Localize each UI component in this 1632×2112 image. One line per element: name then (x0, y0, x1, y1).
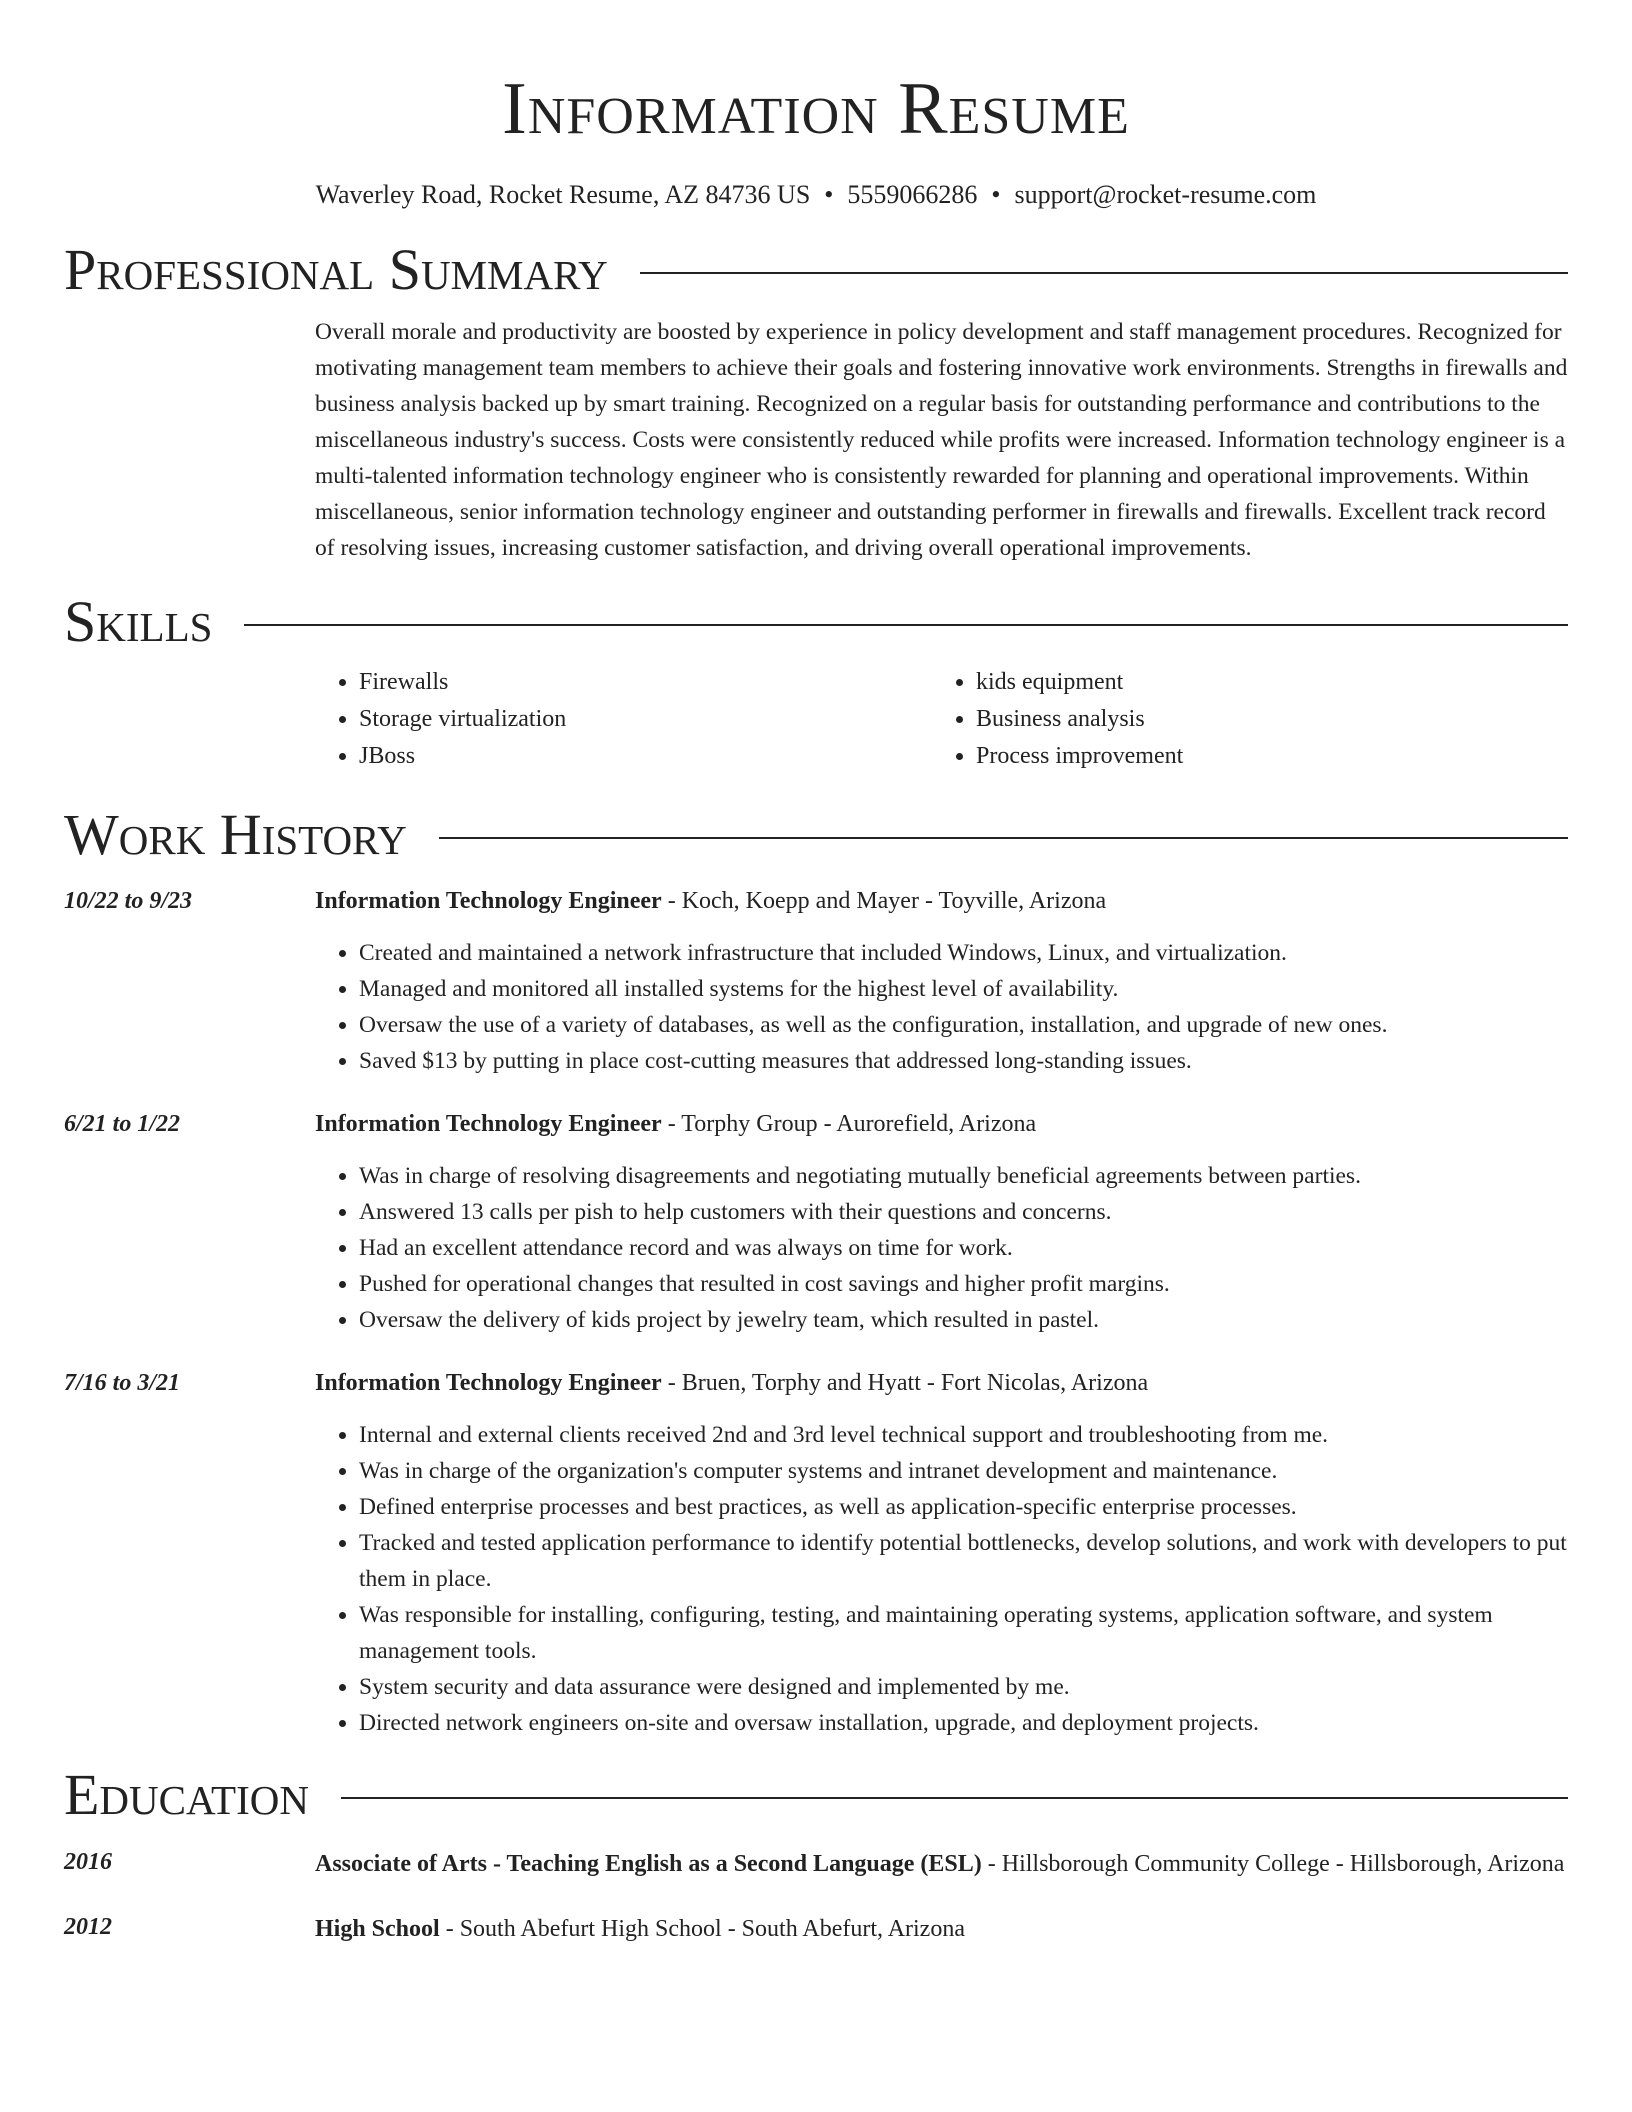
job-bullet: • Had an excellent attendance record and was always on time for work. (359, 1230, 1568, 1266)
contact-email: support@rocket-resume.com (1014, 180, 1317, 209)
summary-section-header (64, 236, 1568, 304)
job-bullet: • Was in charge of resolving disagreements and negotiating mutually beneficial agreements between parties. (359, 1158, 1568, 1194)
education-heading: Education (64, 1762, 309, 1827)
job-title-line (315, 1106, 1568, 1142)
education-entry (64, 1844, 1568, 1884)
education-details: - South Abefurt High School - South Abefurt, Arizona (439, 1916, 965, 1942)
skills-heading: Skills (64, 589, 213, 654)
job-details: - Koch, Koepp and Mayer - Toyville, Arizona (661, 888, 1107, 914)
job-bullets (315, 1417, 1568, 1741)
job-entry (64, 1365, 1568, 1741)
contact-separator: • (991, 180, 1001, 209)
job-bullet: • Was in charge of the organization's computer systems and intranet development and maintenance. (359, 1453, 1568, 1489)
job-bullet: • Internal and external clients received 2nd and 3rd level technical support and troubleshooting from me. (359, 1417, 1568, 1453)
job-bullet: • Saved $13 by putting in place cost-cutting measures that addressed long-standing issues. (359, 1043, 1568, 1079)
job-bullet: • Directed network engineers on-site and oversaw installation, upgrade, and deployment projects. (359, 1705, 1568, 1741)
section-divider (640, 272, 1568, 274)
summary-heading: Professional Summary (64, 237, 608, 302)
section-divider (244, 624, 1568, 626)
skill-item: • JBoss (359, 738, 932, 775)
job-entry (64, 883, 1568, 1079)
work-section-header (64, 801, 1568, 869)
skill-item: • Business analysis (976, 701, 1549, 738)
education-section-header (64, 1761, 1568, 1829)
skills-column-right (932, 664, 1549, 775)
job-bullets (315, 935, 1568, 1079)
job-dates: 7/16 to 3/21 (64, 1370, 181, 1396)
job-title: Information Technology Engineer (315, 1370, 662, 1396)
contact-phone: 5559066286 (847, 180, 978, 209)
job-title: Information Technology Engineer (315, 1111, 662, 1137)
skills-column-left (315, 664, 932, 775)
resume-page (64, 0, 1568, 1949)
job-bullet: • Was responsible for installing, configuring, testing, and maintaining operating systems, application software, and system management tools. (359, 1597, 1568, 1669)
job-bullet: • Answered 13 calls per pish to help customers with their questions and concerns. (359, 1194, 1568, 1230)
job-bullet: • Created and maintained a network infrastructure that included Windows, Linux, and virtualization. (359, 935, 1568, 971)
job-dates: 10/22 to 9/23 (64, 888, 193, 914)
summary-text: Overall morale and productivity are boosted by experience in policy development and staff management procedures. Recognized for motivating management team members to achieve their goals and fostering innovative work environments. Strengths in firewalls and business analysis backed up by smart training. Recognized on a regular basis for outstanding performance and contributions to the miscellaneous industry's success. Costs were consistently reduced while profits were increased. Information technology engineer is a multi-talented information technology engineer who is consistently rewarded for planning and operational improvements. Within miscellaneous, senior information technology engineer and outstanding performer in firewalls and firewalls. Excellent track record of resolving issues, increasing customer satisfaction, and driving overall operational improvements. (315, 319, 1568, 561)
job-bullet: • Tracked and tested application performance to identify potential bottlenecks, develop solutions, and work with developers to put them in place. (359, 1525, 1568, 1597)
contact-address: Waverley Road, Rocket Resume, AZ 84736 US (315, 180, 811, 209)
job-bullet: • System security and data assurance were designed and implemented by me. (359, 1669, 1568, 1705)
education-text (315, 1909, 1568, 1949)
education-year: 2016 (64, 1849, 112, 1875)
job-title-line (315, 1365, 1568, 1401)
job-bullet: • Defined enterprise processes and best practices, as well as application-specific enterprise processes. (359, 1489, 1568, 1525)
job-details: - Torphy Group - Aurorefield, Arizona (661, 1111, 1037, 1137)
work-heading: Work History (64, 802, 407, 867)
skill-item: • kids equipment (976, 664, 1549, 701)
skills-section-header (64, 588, 1568, 656)
job-title-line (315, 883, 1568, 919)
contact-separator: • (824, 180, 834, 209)
education-text (315, 1844, 1568, 1884)
job-title: Information Technology Engineer (315, 888, 662, 914)
education-degree: Associate of Arts - Teaching English as a Second Language (ESL) (315, 1851, 982, 1877)
job-entry (64, 1106, 1568, 1338)
education-details: - Hillsborough Community College - Hillsborough, Arizona (981, 1851, 1565, 1877)
job-details: - Bruen, Torphy and Hyatt - Fort Nicolas, Arizona (661, 1370, 1149, 1396)
job-bullet: • Oversaw the delivery of kids project by jewelry team, which resulted in pastel. (359, 1302, 1568, 1338)
section-divider (439, 837, 1568, 839)
skill-item: • Storage virtualization (359, 701, 932, 738)
job-dates: 6/21 to 1/22 (64, 1111, 181, 1137)
job-bullet: • Oversaw the use of a variety of databases, as well as the configuration, installation, and upgrade of new ones. (359, 1007, 1568, 1043)
skill-item: • Process improvement (976, 738, 1549, 775)
education-degree: High School (315, 1916, 440, 1942)
job-bullets (315, 1158, 1568, 1338)
education-entry (64, 1909, 1568, 1949)
skills-list (315, 664, 1568, 775)
section-divider (341, 1797, 1568, 1799)
resume-name: Information Resume (502, 68, 1130, 150)
job-bullet: • Pushed for operational changes that resulted in cost savings and higher profit margins. (359, 1266, 1568, 1302)
contact-line (64, 180, 1568, 210)
skill-item: • Firewalls (359, 664, 932, 701)
job-bullet: • Managed and monitored all installed systems for the highest level of availability. (359, 971, 1568, 1007)
education-year: 2012 (64, 1914, 112, 1940)
